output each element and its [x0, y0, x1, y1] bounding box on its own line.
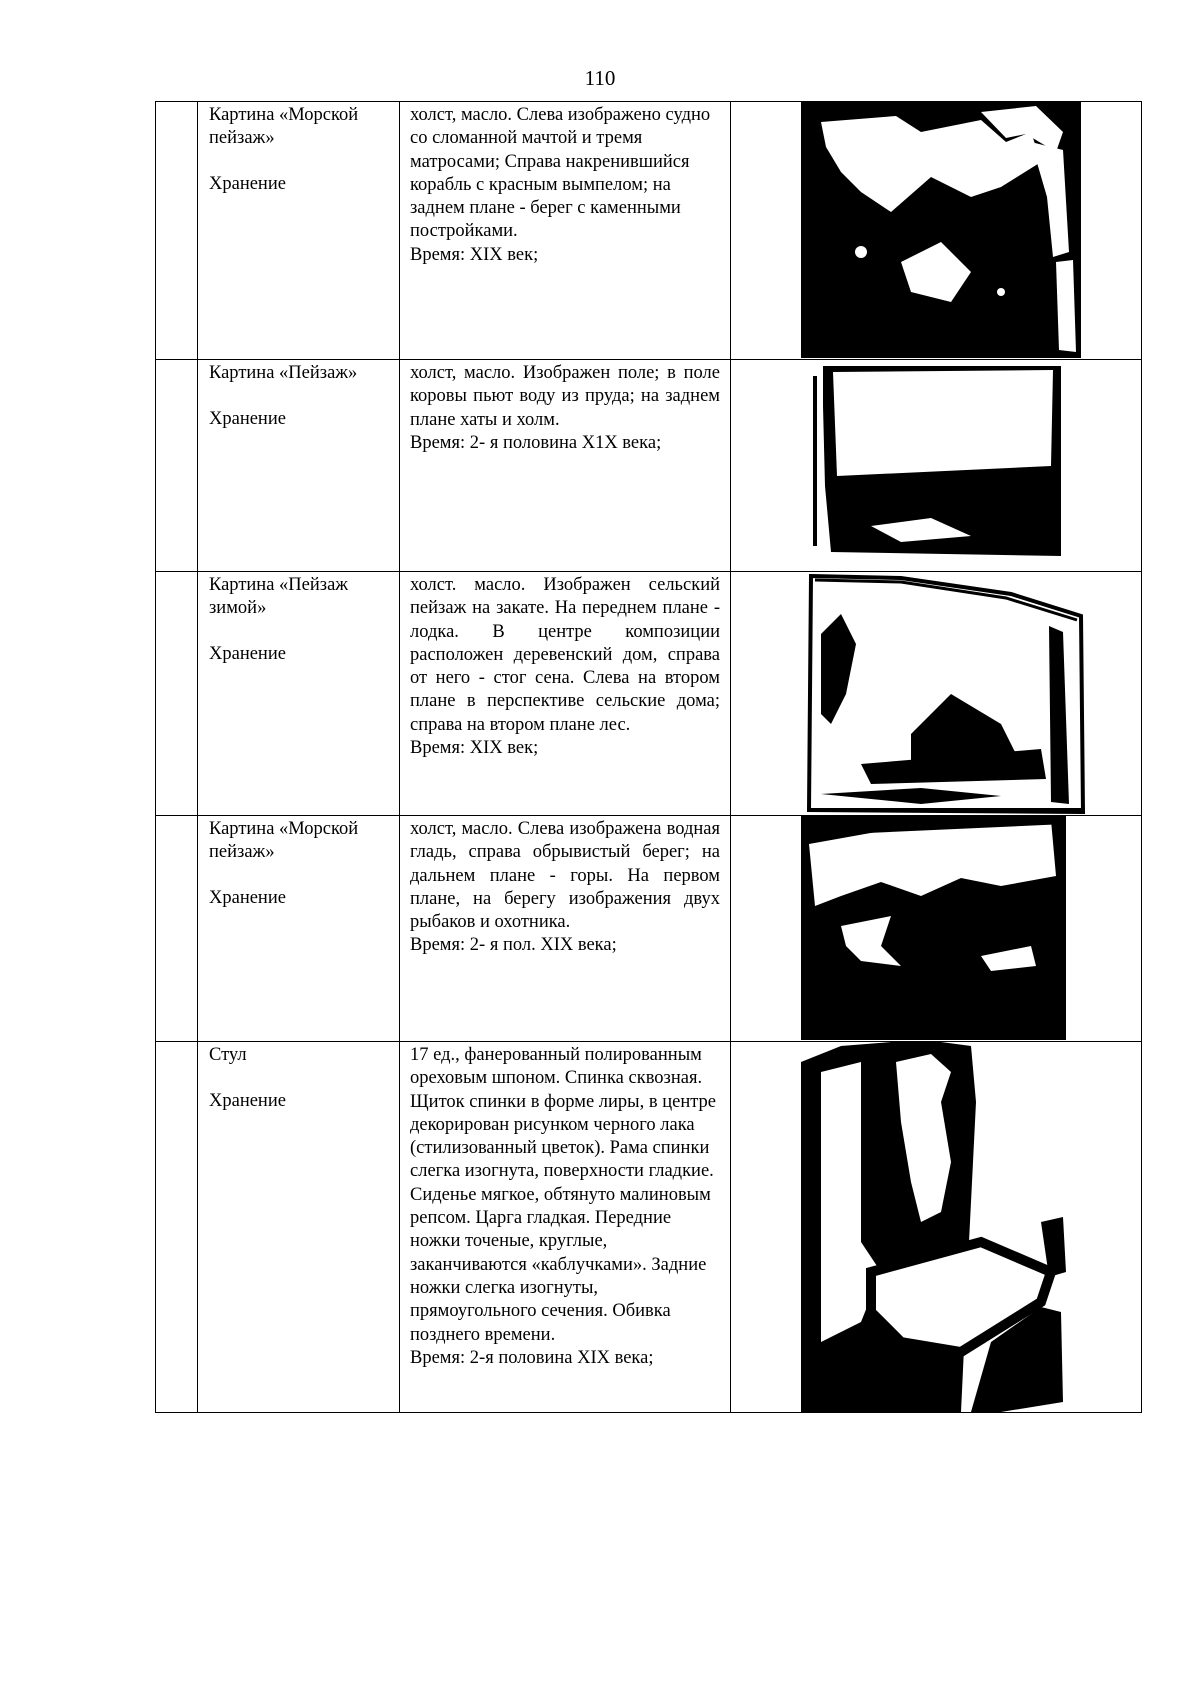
item-description: холст, масло. Слева изображена водная гладь, справа обрывистый берег; на дальнем плане - горы. На первом плане, на берегу изображения двух рыбаков и охотника. — [410, 819, 720, 933]
table-row — [156, 572, 1142, 816]
number-cell — [156, 572, 198, 816]
storage-status: Хранение — [209, 644, 286, 664]
photo-cell — [731, 1042, 1142, 1413]
item-name: Картина «Пейзаж» — [209, 363, 358, 383]
item-name-cell — [198, 816, 400, 1042]
item-description: холст, масло. Изображен поле; в поле коровы пьют воду из пруда; на заднем плане хаты и холм. — [410, 363, 720, 430]
photo-cell — [731, 816, 1142, 1042]
storage-status: Хранение — [209, 1091, 286, 1111]
chair-photo — [801, 1042, 1071, 1412]
item-description: холст. масло. Изображен сельский пейзаж на закате. На переднем плане - лодка. В центре композиции расположен деревенский дом, справа от него - стог сена. Слева на втором плане в перспективе сельские дома; справа на втором плане лес. — [410, 575, 720, 735]
number-cell — [156, 816, 198, 1042]
description-cell — [400, 1042, 731, 1413]
photo-cell — [731, 102, 1142, 360]
table-row — [156, 816, 1142, 1042]
storage-status: Хранение — [209, 888, 286, 908]
description-cell — [400, 360, 731, 572]
seascape-photo — [801, 816, 1066, 1040]
description-cell — [400, 102, 731, 360]
item-name: Стул — [209, 1045, 247, 1065]
item-name: Картина «Пейзаж зимой» — [209, 575, 349, 618]
item-name: Картина «Морской пейзаж» — [209, 819, 359, 862]
item-name-cell — [198, 1042, 400, 1413]
item-name: Картина «Морской пейзаж» — [209, 105, 359, 148]
landscape-photo — [811, 366, 1071, 556]
seascape-photo — [801, 102, 1081, 358]
item-time: Время: 2- я половина X1X века; — [410, 432, 662, 453]
storage-status: Хранение — [209, 174, 286, 194]
description-cell — [400, 816, 731, 1042]
storage-status: Хранение — [209, 409, 286, 429]
item-name-cell — [198, 360, 400, 572]
item-time: Время: 2-я половина XIX века; — [410, 1347, 654, 1368]
item-description: холст, масло. Слева изображено судно со сломанной мачтой и тремя матросами; Справа накренившийся корабль с красным вымпелом; на заднем плане - берег с каменными постройками. — [410, 105, 711, 242]
item-time: Время: XIX век; — [410, 738, 539, 759]
winter-landscape-photo — [801, 574, 1086, 814]
table-row — [156, 1042, 1142, 1413]
photo-cell — [731, 572, 1142, 816]
item-time: Время: XIX век; — [410, 244, 539, 265]
number-cell — [156, 1042, 198, 1413]
table-row — [156, 102, 1142, 360]
item-name-cell — [198, 102, 400, 360]
description-cell — [400, 572, 731, 816]
page-number: 110 — [584, 66, 616, 90]
number-cell — [156, 360, 198, 572]
photo-cell — [731, 360, 1142, 572]
item-time: Время: 2- я пол. XIX века; — [410, 935, 617, 956]
table-row — [156, 360, 1142, 572]
item-description: 17 ед., фанерованный полированным ореховым шпоном. Спинка сквозная. Щиток спинки в форме лиры, в центре декорирован рисунком черного лака (стилизованный цветок). Рама спинки слегка изогнута, поверхности гладкие. Сиденье мягкое, обтянуто малиновым репсом. Царга гладкая. Передние ножки точеные, круглые, заканчиваются «каблучками». Задние ножки слегка изогнуты, прямоугольного сечения. Обивка позднего времени. — [410, 1045, 717, 1345]
number-cell — [156, 102, 198, 360]
item-name-cell — [198, 572, 400, 816]
registry-table — [155, 101, 1142, 1413]
